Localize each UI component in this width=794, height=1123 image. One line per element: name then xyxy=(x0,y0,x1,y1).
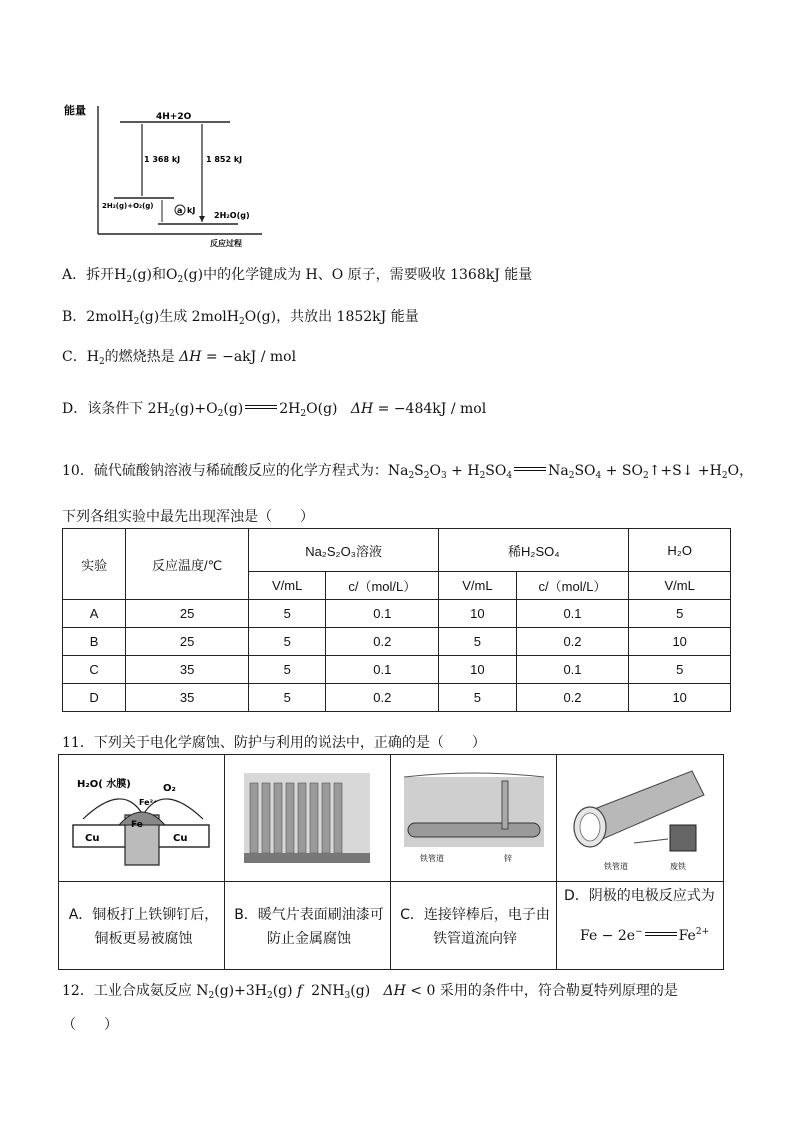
svg-text:锌: 锌 xyxy=(504,854,512,863)
q10-stem-2: 下列各组实验中最先出现浑浊是（ ） xyxy=(62,509,314,525)
q10-stem: 10．硫代硫酸钠溶液与稀硫酸反应的化学方程式为：$Na_2S_2O_3 + H_2SO_4$ $Na_2SO_4$ + $SO_2↑+S↓ +H_2O$， xyxy=(62,460,753,481)
option-a: A．拆开$H_2(g)$和$O_2(g)$中的化学键成为 H、O 原子，需要吸收 1368kJ 能量 xyxy=(62,267,533,285)
svg-text:Cu: Cu xyxy=(173,833,188,844)
svg-text:铁管道: 铁管道 xyxy=(604,862,628,871)
option-d: D．该条件下 $2H_2(g)+O_2(g)$ $2H_2O(g)$ ΔH = −484kJ / mol xyxy=(62,398,486,419)
caption-b: B．暖气片表面刷油漆可防止金属腐蚀 xyxy=(234,907,384,947)
reactants-label: 2H₂(g)+O₂(g) xyxy=(102,202,154,210)
svg-text:Fe²⁺: Fe²⁺ xyxy=(139,798,158,807)
table-row: D 35 5 0.2 5 0.2 10 xyxy=(63,684,731,712)
equals-sign xyxy=(243,398,279,418)
left-energy-label: 1 368 kJ xyxy=(144,155,181,164)
caption-c: C．连接锌棒后，电子由铁管道流向锌 xyxy=(400,907,550,947)
electrode-equation: Fe − 2e− $Fe^{2+}$ xyxy=(564,921,719,947)
option-c: C．$H_2$的燃烧热是 ΔH = −akJ / mol xyxy=(62,349,297,367)
delta-unit: kJ xyxy=(187,206,196,215)
corrosion-diagram xyxy=(63,761,219,877)
option-b-cell xyxy=(224,755,391,969)
product-label: 2H₂O(g) xyxy=(214,211,250,220)
header-temperature: 反应温度/℃ xyxy=(126,529,249,600)
caption-a: A．铜板打上铁铆钉后，铜板更易被腐蚀 xyxy=(68,907,219,947)
svg-text:O₂: O₂ xyxy=(163,783,176,794)
header-na2s2o3: Na₂S₂O₃溶液 xyxy=(248,529,438,572)
equals-sign xyxy=(512,460,548,480)
pipe-zinc-diagram xyxy=(404,767,544,867)
y-axis-label: 能量 xyxy=(64,104,86,117)
energy-level-diagram xyxy=(62,100,282,250)
table-row: B 25 5 0.2 5 0.2 10 xyxy=(63,628,731,656)
option-d-cell xyxy=(556,755,723,969)
svg-text:H₂O( 水膜): H₂O( 水膜) xyxy=(77,779,131,790)
svg-text:废铁: 废铁 xyxy=(670,862,686,871)
right-energy-label: 1 852 kJ xyxy=(206,155,243,164)
table-row: A 25 5 0.1 10 0.1 5 xyxy=(63,600,731,628)
q11-options-grid xyxy=(58,754,724,970)
top-level-label: 4H+2O xyxy=(156,112,192,122)
delta-label: a xyxy=(177,206,183,215)
svg-text:Fe: Fe xyxy=(131,820,143,830)
x-axis-label: 反应过程 xyxy=(210,239,242,248)
svg-text:铁管道: 铁管道 xyxy=(420,854,444,863)
table-row: C 35 5 0.1 10 0.1 5 xyxy=(63,656,731,684)
header-h2so4: 稀H₂SO₄ xyxy=(439,529,629,572)
caption-d: D．阴极的电极反应式为 Fe − 2e− $Fe^{2+}$ xyxy=(564,885,719,947)
header-experiment: 实验 xyxy=(63,529,126,600)
experiment-table: 实验 反应温度/℃ Na₂S₂O₃溶液 稀H₂SO₄ H₂O V/mL c/（mol/L） V/mL c/（mol/L） V/mL A 25 5 0.1 10 0.1 5 B 25 5 0.2 5 0.2 10 C 35 5 0.1 10 0.1 5 D 35 5 0.2 5 0.2 10 xyxy=(62,528,731,712)
q11-stem: 11．下列关于电化学腐蚀、防护与利用的说法中，正确的是（ ） xyxy=(62,735,486,751)
option-b: B．2molH$_2$(g)生成 2molH$_2$O(g)，共放出 1852kJ 能量 xyxy=(62,309,419,327)
q12-answer-paren: （ ） xyxy=(62,1017,118,1033)
q12-stem: 12．工业合成氨反应 $N_2(g)+3H_2(g)$ f $2NH_3(g)$ ΔH < 0 采用的条件中，符合勒夏特列原理的是 xyxy=(62,983,678,1001)
option-c-cell xyxy=(390,755,557,969)
svg-text:Cu: Cu xyxy=(85,833,100,844)
header-water: H₂O xyxy=(629,529,731,572)
pipe-scrap-iron-diagram xyxy=(564,765,718,873)
option-a-cell xyxy=(59,755,225,969)
radiator-photo xyxy=(244,773,370,863)
